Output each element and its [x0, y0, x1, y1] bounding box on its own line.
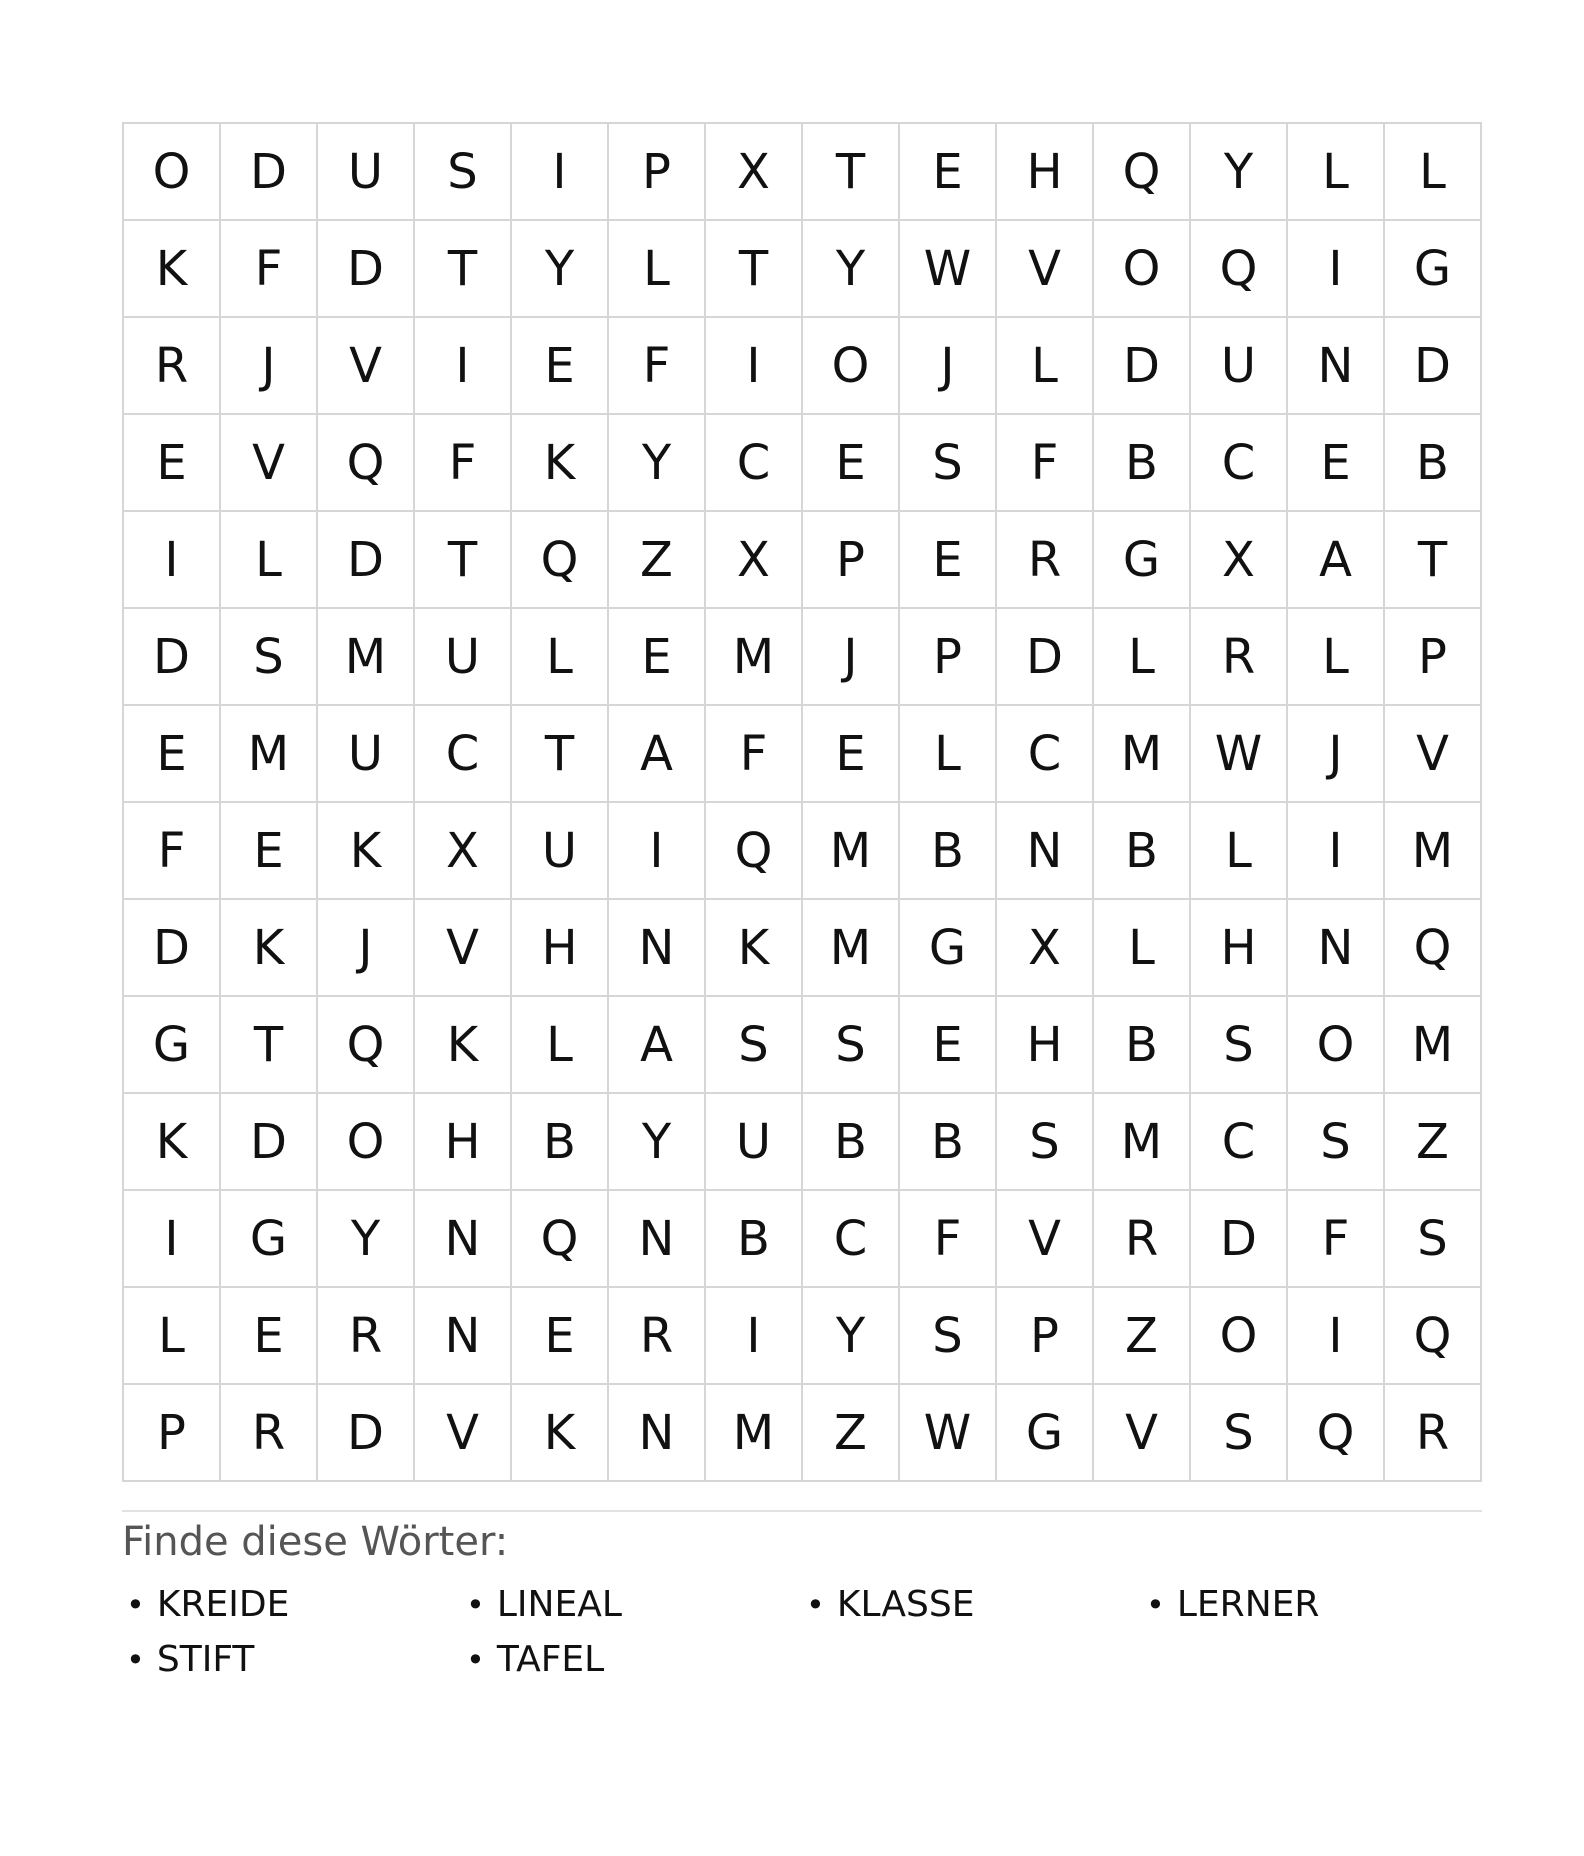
grid-cell[interactable]: L [900, 706, 997, 803]
grid-cell[interactable]: I [609, 803, 706, 900]
grid-cell[interactable]: S [1191, 1385, 1288, 1482]
grid-cell[interactable]: K [512, 1385, 609, 1482]
grid-cell[interactable]: R [997, 512, 1094, 609]
grid-cell[interactable]: S [900, 415, 997, 512]
grid-cell[interactable]: S [221, 609, 318, 706]
grid-cell[interactable]: Y [609, 415, 706, 512]
grid-cell[interactable]: E [900, 997, 997, 1094]
grid-cell[interactable]: J [221, 318, 318, 415]
grid-cell[interactable]: K [124, 1094, 221, 1191]
grid-cell[interactable]: O [1288, 997, 1385, 1094]
grid-cell[interactable]: Q [512, 512, 609, 609]
grid-cell[interactable]: V [221, 415, 318, 512]
grid-cell[interactable]: W [1191, 706, 1288, 803]
word-label: LINEAL [496, 1584, 622, 1625]
grid-cell[interactable]: G [900, 900, 997, 997]
grid-cell[interactable]: L [1094, 609, 1191, 706]
grid-cell[interactable]: L [512, 609, 609, 706]
grid-cell[interactable]: B [803, 1094, 900, 1191]
grid-cell[interactable]: P [1385, 609, 1482, 706]
grid-cell[interactable]: C [997, 706, 1094, 803]
grid-cell[interactable]: U [1191, 318, 1288, 415]
grid-cell[interactable]: B [512, 1094, 609, 1191]
grid-cell[interactable]: V [1385, 706, 1482, 803]
grid-cell[interactable]: E [124, 415, 221, 512]
grid-cell[interactable]: U [415, 609, 512, 706]
grid-cell[interactable]: E [512, 1288, 609, 1385]
grid-cell[interactable]: H [997, 997, 1094, 1094]
grid-cell[interactable]: Q [1094, 124, 1191, 221]
grid-cell[interactable]: T [512, 706, 609, 803]
grid-cell[interactable]: O [803, 318, 900, 415]
grid-cell[interactable]: H [1191, 900, 1288, 997]
grid-cell[interactable]: D [221, 124, 318, 221]
grid-cell[interactable]: N [1288, 900, 1385, 997]
word-item [122, 1637, 462, 1682]
grid-cell[interactable]: R [221, 1385, 318, 1482]
grid-cell[interactable]: K [124, 221, 221, 318]
grid-cell[interactable]: D [1385, 318, 1482, 415]
grid-cell[interactable]: O [318, 1094, 415, 1191]
bullet-icon: • [126, 1640, 145, 1679]
grid-cell[interactable]: G [221, 1191, 318, 1288]
grid-cell[interactable]: M [1385, 997, 1482, 1094]
word-item [462, 1637, 802, 1682]
grid-cell[interactable]: F [609, 318, 706, 415]
grid-cell[interactable]: F [900, 1191, 997, 1288]
grid-cell[interactable]: Q [706, 803, 803, 900]
grid-cell[interactable]: G [1385, 221, 1482, 318]
grid-cell[interactable]: M [803, 803, 900, 900]
grid-cell[interactable]: E [803, 706, 900, 803]
grid-cell[interactable]: L [1288, 609, 1385, 706]
grid-cell[interactable]: L [221, 512, 318, 609]
grid-cell[interactable]: U [512, 803, 609, 900]
grid-cell[interactable]: R [1191, 609, 1288, 706]
grid-cell[interactable]: N [1288, 318, 1385, 415]
grid-cell[interactable]: I [415, 318, 512, 415]
grid-cell[interactable]: T [1385, 512, 1482, 609]
grid-cell[interactable]: X [706, 512, 803, 609]
grid-cell[interactable]: S [1191, 997, 1288, 1094]
grid-cell[interactable]: U [318, 124, 415, 221]
grid-cell[interactable]: C [1191, 1094, 1288, 1191]
grid-cell[interactable]: K [318, 803, 415, 900]
grid-cell[interactable]: Q [512, 1191, 609, 1288]
grid-cell[interactable]: H [415, 1094, 512, 1191]
grid-cell[interactable]: I [706, 1288, 803, 1385]
word-label: LERNER [1176, 1584, 1320, 1625]
grid-cell[interactable]: E [609, 609, 706, 706]
grid-cell[interactable]: E [221, 1288, 318, 1385]
grid-cell[interactable]: V [415, 900, 512, 997]
grid-cell[interactable]: F [124, 803, 221, 900]
grid-cell[interactable]: I [1288, 1288, 1385, 1385]
grid-cell[interactable]: G [124, 997, 221, 1094]
grid-cell[interactable]: L [1288, 124, 1385, 221]
bullet-icon: • [806, 1585, 825, 1624]
grid-cell[interactable]: U [706, 1094, 803, 1191]
grid-cell[interactable]: Y [1191, 124, 1288, 221]
grid-cell[interactable]: Q [318, 997, 415, 1094]
grid-cell[interactable]: N [415, 1191, 512, 1288]
grid-cell[interactable]: O [1094, 221, 1191, 318]
grid-cell[interactable]: H [997, 124, 1094, 221]
grid-cell[interactable]: Y [803, 1288, 900, 1385]
grid-cell[interactable]: Y [609, 1094, 706, 1191]
word-search-puzzle [122, 122, 1479, 1682]
grid-cell[interactable]: S [900, 1288, 997, 1385]
grid-cell[interactable]: Q [1385, 900, 1482, 997]
grid-cell[interactable]: Y [318, 1191, 415, 1288]
bullet-icon: • [1146, 1585, 1165, 1624]
grid-cell[interactable]: D [124, 900, 221, 997]
grid-cell[interactable]: R [1094, 1191, 1191, 1288]
grid-cell[interactable]: B [1094, 803, 1191, 900]
grid-cell[interactable]: J [803, 609, 900, 706]
grid-cell[interactable]: X [997, 900, 1094, 997]
grid-cell[interactable]: S [706, 997, 803, 1094]
grid-cell[interactable]: P [803, 512, 900, 609]
grid-cell[interactable]: K [706, 900, 803, 997]
grid-cell[interactable]: G [1094, 512, 1191, 609]
grid-cell[interactable]: Y [803, 221, 900, 318]
grid-cell[interactable]: X [415, 803, 512, 900]
grid-cell[interactable]: N [609, 1385, 706, 1482]
grid-cell[interactable]: O [124, 124, 221, 221]
grid-cell[interactable]: E [1288, 415, 1385, 512]
grid-cell[interactable]: C [1191, 415, 1288, 512]
grid-cell[interactable]: V [318, 318, 415, 415]
grid-cell[interactable]: R [609, 1288, 706, 1385]
grid-cell[interactable]: F [1288, 1191, 1385, 1288]
grid-cell[interactable]: V [997, 1191, 1094, 1288]
word-list-title: Finde diese Wörter: [122, 1519, 509, 1565]
grid-cell[interactable]: L [609, 221, 706, 318]
grid-cell[interactable]: G [997, 1385, 1094, 1482]
grid-cell[interactable]: L [1385, 124, 1482, 221]
grid-cell[interactable]: P [124, 1385, 221, 1482]
bullet-icon: • [126, 1585, 145, 1624]
grid-cell[interactable]: M [318, 609, 415, 706]
grid-cell[interactable]: Q [1288, 1385, 1385, 1482]
grid-cell[interactable]: Q [1191, 221, 1288, 318]
grid-cell[interactable]: L [1191, 803, 1288, 900]
grid-cell[interactable]: W [900, 1385, 997, 1482]
word-item [1142, 1582, 1482, 1627]
grid-cell[interactable]: M [221, 706, 318, 803]
grid-cell[interactable]: L [512, 997, 609, 1094]
grid-cell[interactable]: S [415, 124, 512, 221]
grid-cell[interactable]: F [997, 415, 1094, 512]
grid-cell[interactable]: D [1191, 1191, 1288, 1288]
grid-cell[interactable]: C [415, 706, 512, 803]
grid-cell[interactable]: F [221, 221, 318, 318]
grid-cell[interactable]: E [221, 803, 318, 900]
word-list [122, 1582, 1479, 1682]
grid-cell[interactable]: D [318, 1385, 415, 1482]
grid-cell[interactable]: X [706, 124, 803, 221]
grid-cell[interactable]: I [124, 1191, 221, 1288]
grid-cell[interactable]: I [512, 124, 609, 221]
grid-cell[interactable]: B [1385, 415, 1482, 512]
grid-cell[interactable]: E [900, 512, 997, 609]
grid-cell[interactable]: T [706, 221, 803, 318]
grid-cell[interactable]: Q [1385, 1288, 1482, 1385]
grid-cell[interactable]: M [1094, 1094, 1191, 1191]
grid-cell[interactable]: S [1288, 1094, 1385, 1191]
grid-cell[interactable]: I [706, 318, 803, 415]
grid-cell[interactable]: B [706, 1191, 803, 1288]
letter-grid [122, 122, 1482, 1482]
grid-cell[interactable]: U [318, 706, 415, 803]
grid-cell[interactable]: K [415, 997, 512, 1094]
grid-cell[interactable]: V [415, 1385, 512, 1482]
grid-cell[interactable]: D [124, 609, 221, 706]
grid-cell[interactable]: O [1191, 1288, 1288, 1385]
grid-cell[interactable]: B [900, 803, 997, 900]
grid-cell[interactable]: C [706, 415, 803, 512]
grid-cell[interactable]: J [900, 318, 997, 415]
grid-cell[interactable]: T [415, 221, 512, 318]
grid-cell[interactable]: L [1094, 900, 1191, 997]
grid-cell[interactable]: E [803, 415, 900, 512]
grid-cell[interactable]: H [512, 900, 609, 997]
grid-cell[interactable]: T [803, 124, 900, 221]
word-label: STIFT [156, 1639, 255, 1680]
grid-cell[interactable]: R [318, 1288, 415, 1385]
grid-cell[interactable]: R [1385, 1385, 1482, 1482]
word-label: TAFEL [496, 1639, 605, 1680]
grid-cell[interactable]: Z [803, 1385, 900, 1482]
word-label: KREIDE [156, 1584, 290, 1625]
grid-cell[interactable]: Y [512, 221, 609, 318]
grid-cell[interactable]: L [997, 318, 1094, 415]
grid-cell[interactable]: V [1094, 1385, 1191, 1482]
grid-cell[interactable]: B [900, 1094, 997, 1191]
grid-cell[interactable]: M [1385, 803, 1482, 900]
grid-cell[interactable]: S [803, 997, 900, 1094]
grid-cell[interactable]: P [609, 124, 706, 221]
grid-cell[interactable]: L [124, 1288, 221, 1385]
grid-cell[interactable]: A [1288, 512, 1385, 609]
word-label: KLASSE [836, 1584, 975, 1625]
grid-cell[interactable]: B [1094, 415, 1191, 512]
grid-cell[interactable]: I [1288, 221, 1385, 318]
grid-cell[interactable]: P [997, 1288, 1094, 1385]
grid-cell[interactable]: D [221, 1094, 318, 1191]
grid-cell[interactable]: Q [318, 415, 415, 512]
grid-cell[interactable]: D [1094, 318, 1191, 415]
grid-cell[interactable]: Z [1094, 1288, 1191, 1385]
grid-cell[interactable]: V [997, 221, 1094, 318]
grid-cell[interactable]: D [318, 221, 415, 318]
bullet-icon: • [466, 1640, 485, 1679]
bullet-icon: • [466, 1585, 485, 1624]
grid-cell[interactable]: I [124, 512, 221, 609]
grid-cell[interactable]: X [1191, 512, 1288, 609]
grid-cell[interactable]: S [1385, 1191, 1482, 1288]
grid-cell[interactable]: M [803, 900, 900, 997]
grid-cell[interactable]: C [803, 1191, 900, 1288]
grid-cell[interactable]: D [997, 609, 1094, 706]
grid-cell[interactable]: J [318, 900, 415, 997]
grid-cell[interactable]: T [415, 512, 512, 609]
grid-cell[interactable]: N [415, 1288, 512, 1385]
word-item [122, 1582, 462, 1627]
grid-cell[interactable]: M [706, 609, 803, 706]
grid-cell[interactable]: K [512, 415, 609, 512]
grid-cell[interactable]: T [221, 997, 318, 1094]
grid-cell[interactable]: A [609, 706, 706, 803]
grid-cell[interactable]: N [609, 900, 706, 997]
grid-cell[interactable]: N [997, 803, 1094, 900]
grid-cell[interactable]: M [1094, 706, 1191, 803]
word-item [462, 1582, 802, 1627]
grid-cell[interactable]: Z [1385, 1094, 1482, 1191]
grid-cell[interactable]: A [609, 997, 706, 1094]
grid-cell[interactable]: Z [609, 512, 706, 609]
grid-cell[interactable]: W [900, 221, 997, 318]
grid-cell[interactable]: K [221, 900, 318, 997]
grid-cell[interactable]: S [997, 1094, 1094, 1191]
grid-cell[interactable]: R [124, 318, 221, 415]
grid-cell[interactable]: E [900, 124, 997, 221]
grid-cell[interactable]: N [609, 1191, 706, 1288]
grid-cell[interactable]: J [1288, 706, 1385, 803]
divider [122, 1510, 1482, 1512]
grid-cell[interactable]: P [900, 609, 997, 706]
grid-cell[interactable]: M [706, 1385, 803, 1482]
grid-cell[interactable]: E [512, 318, 609, 415]
grid-cell[interactable]: E [124, 706, 221, 803]
grid-cell[interactable]: F [415, 415, 512, 512]
grid-cell[interactable]: B [1094, 997, 1191, 1094]
grid-cell[interactable]: I [1288, 803, 1385, 900]
word-item [802, 1582, 1142, 1627]
grid-cell[interactable]: D [318, 512, 415, 609]
grid-cell[interactable]: F [706, 706, 803, 803]
